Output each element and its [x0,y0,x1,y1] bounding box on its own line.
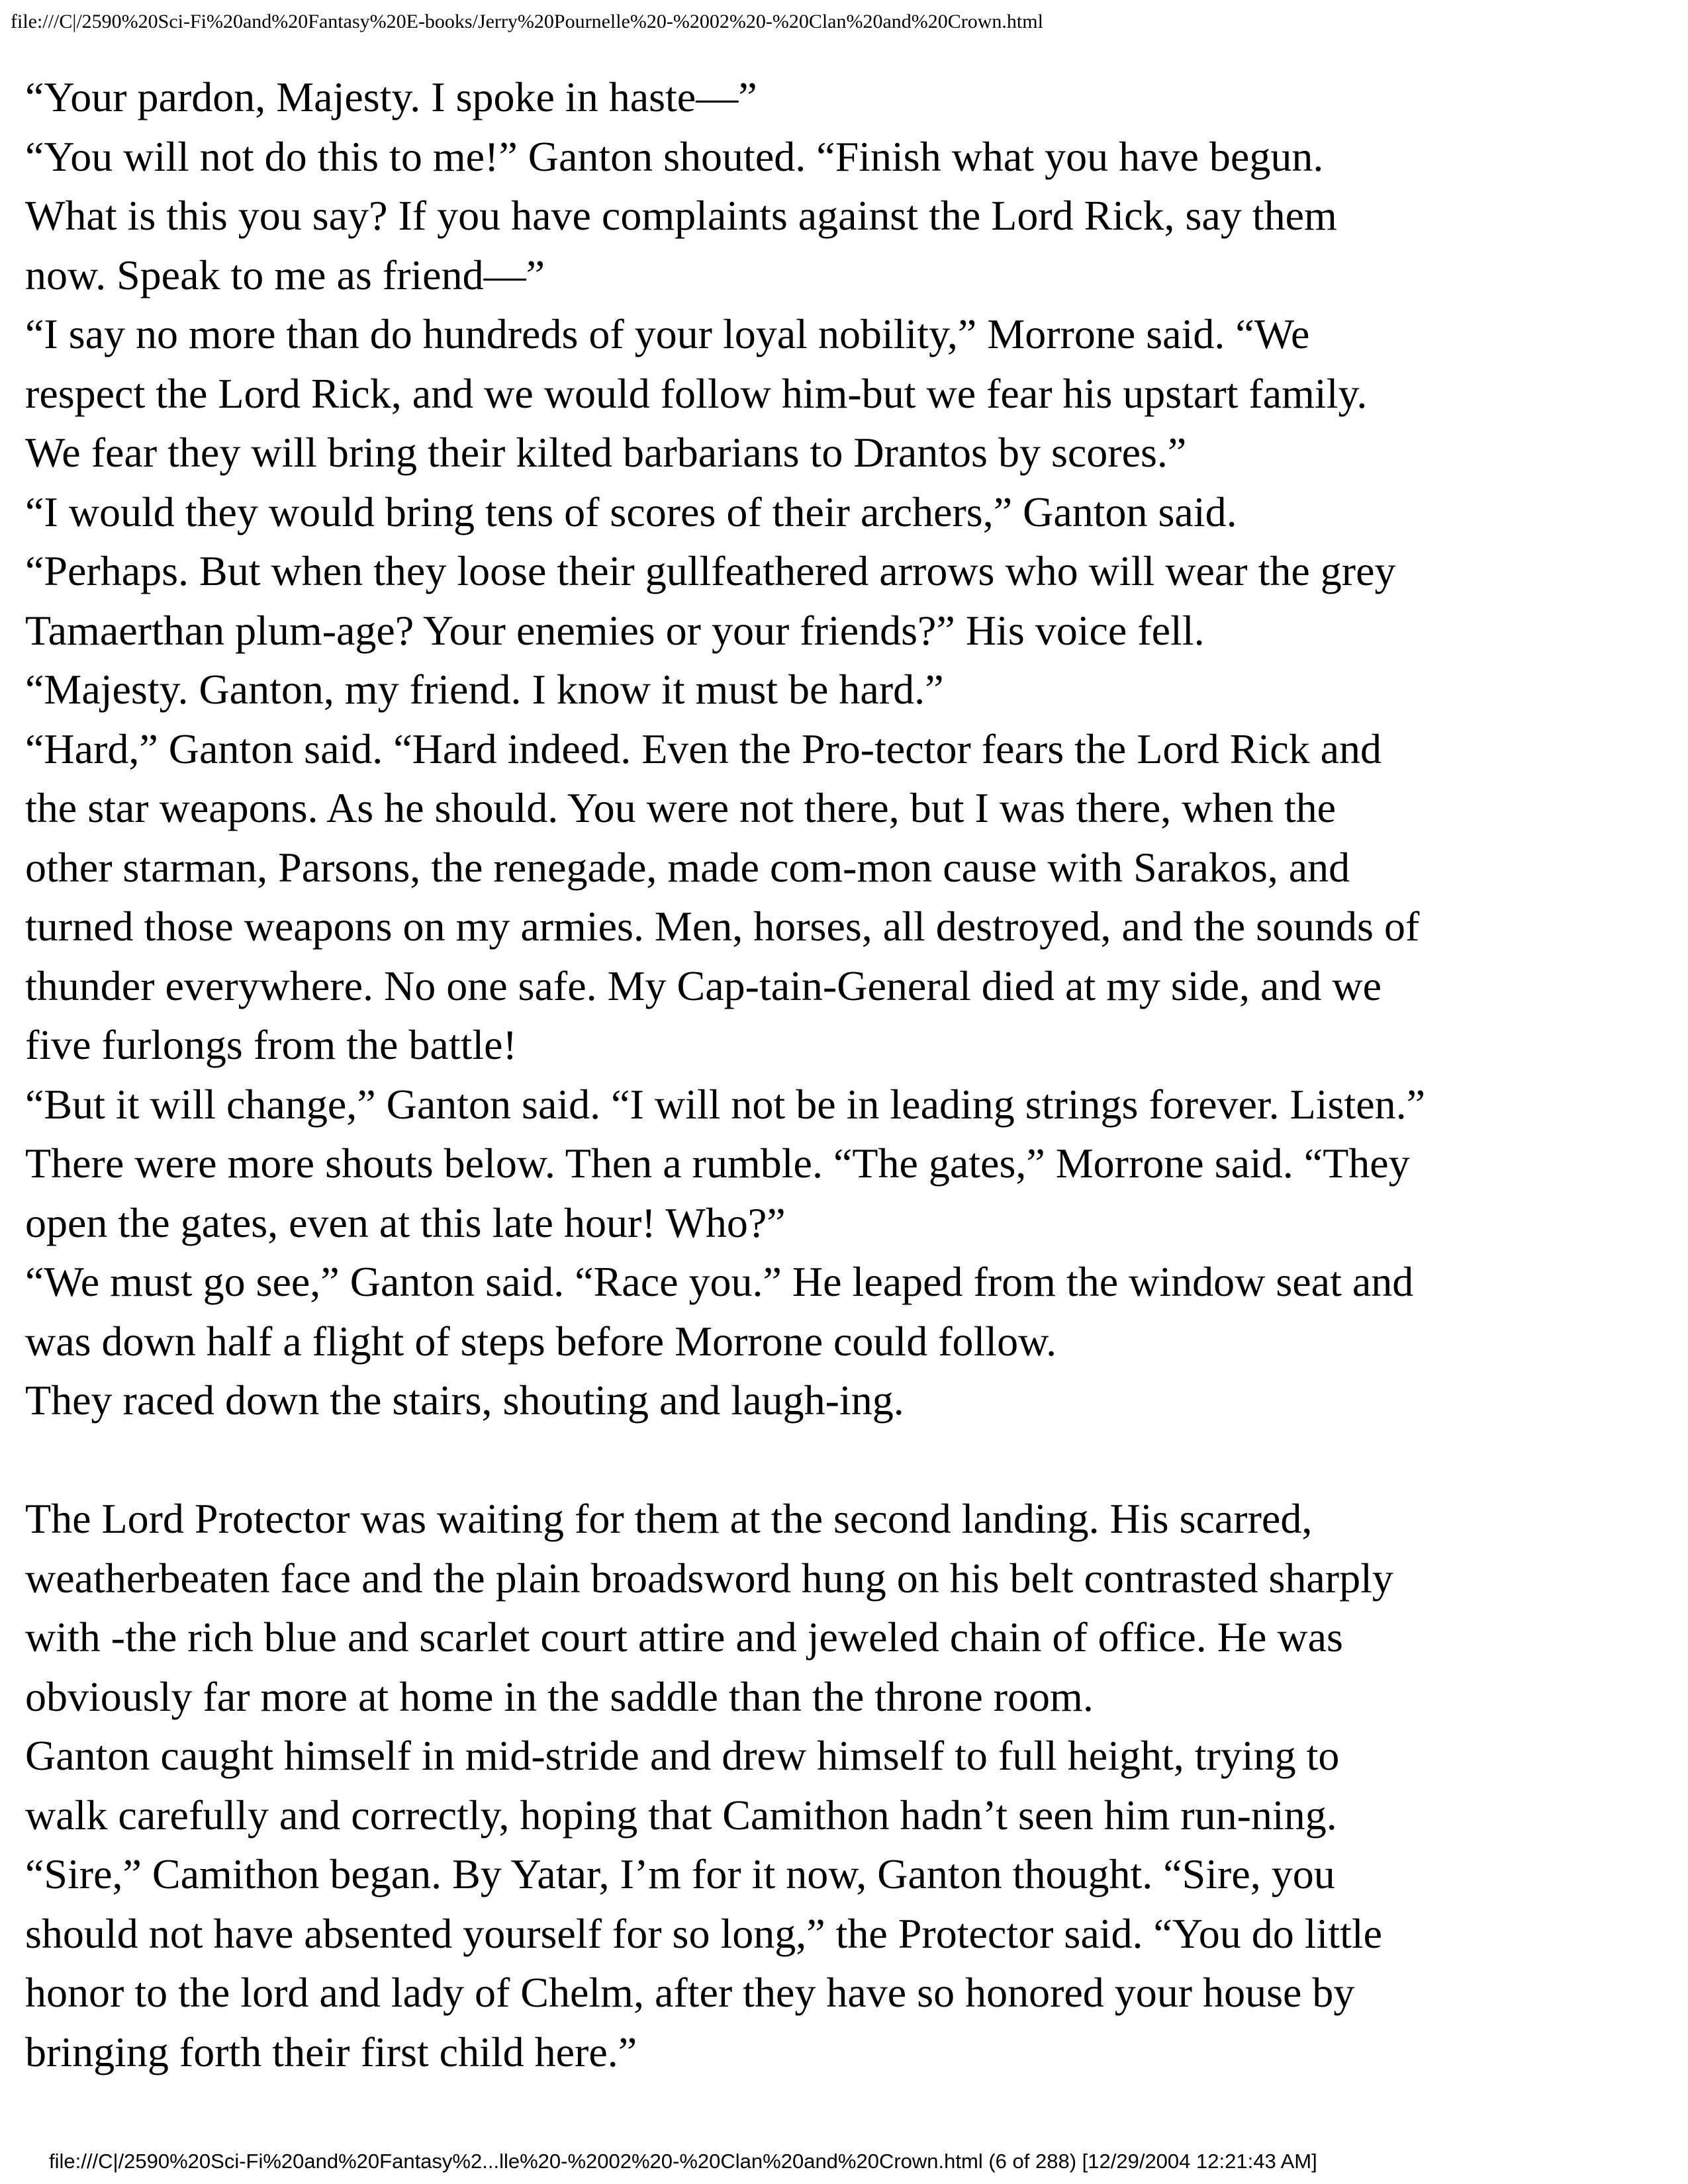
text-line: “But it will change,” Ganton said. “I will not be in leading strings forever. Listen.” [25,1080,1426,1128]
page-header-url: file:///C|/2590%20Sci-Fi%20and%20Fantasy%20E-books/Jerry%20Pournelle%20-%2002%20-%20Clan%20and%20Crown.html [11,11,1043,32]
text-line: weatherbeaten face and the plain broadsword hung on his belt contrasted sharply [25,1554,1393,1602]
text-line: open the gates, even at this late hour! Who?” [25,1199,786,1246]
text-line: “Sire,” Camithon began. By Yatar, I’m for it now, Ganton thought. “Sire, you [25,1850,1335,1897]
text-line: was down half a flight of steps before Morrone could follow. [25,1317,1057,1365]
text-line: “Perhaps. But when they loose their gullfeathered arrows who will wear the grey [25,547,1396,594]
text-line: We fear they will bring their kilted barbarians to Drantos by scores.” [25,429,1187,476]
text-line: “You will not do this to me!” Ganton shouted. “Finish what you have begun. [25,132,1324,180]
text-line: thunder everywhere. No one safe. My Cap-tain-General died at my side, and we [25,962,1382,1009]
text-line: now. Speak to me as friend—” [25,251,545,298]
text-line: Ganton caught himself in mid-stride and drew himself to full height, trying to [25,1732,1340,1779]
text-line: “I say no more than do hundreds of your loyal nobility,” Morrone said. “We [25,310,1310,357]
page-footer-url: file:///C|/2590%20Sci-Fi%20and%20Fantasy%2...lle%20-%2002%20-%20Clan%20and%20Crown.html (6 of 288) [12/29/2004 12:21:43 AM] [49,2150,1317,2173]
text-line: “I would they would bring tens of scores of their archers,” Ganton said. [25,488,1237,535]
text-line: There were more shouts below. Then a rumble. “The gates,” Morrone said. “They [25,1140,1410,1187]
text-line: other starman, Parsons, the renegade, made com-mon cause with Sarakos, and [25,843,1350,891]
text-line: with -the rich blue and scarlet court attire and jeweled chain of office. He was [25,1614,1343,1661]
text-line: “Your pardon, Majesty. I spoke in haste—” [25,73,757,120]
text-line: obviously far more at home in the saddle than the throne room. [25,1672,1094,1720]
text-line: walk carefully and correctly, hoping that Camithon hadn’t seen him run-ning. [25,1791,1337,1839]
text-line: bringing forth their first child here.” [25,2028,637,2075]
text-line: five furlongs from the battle! [25,1021,517,1068]
text-line: “Majesty. Ganton, my friend. I know it must be hard.” [25,666,944,713]
text-line: honor to the lord and lady of Chelm, after they have so honored your house by [25,1969,1355,2016]
text-line: What is this you say? If you have complaints against the Lord Rick, say them [25,192,1337,239]
text-line: should not have absented yourself for so long,” the Protector said. “You do little [25,1909,1383,1957]
text-line: the star weapons. As he should. You were not there, but I was there, when the [25,784,1336,831]
book-text [25,68,1673,2081]
text-line: “We must go see,” Ganton said. “Race you.” He leaped from the window seat and [25,1258,1414,1305]
text-line: The Lord Protector was waiting for them at the second landing. His scarred, [25,1495,1313,1542]
paragraph-break [25,1430,1673,1490]
text-line: They raced down the stairs, shouting and laugh-ing. [25,1377,904,1424]
text-line: Tamaerthan plum-age? Your enemies or your friends?” His voice fell. [25,606,1205,654]
text-line: turned those weapons on my armies. Men, horses, all destroyed, and the sounds of [25,903,1420,950]
text-line: “Hard,” Ganton said. “Hard indeed. Even the Pro-tector fears the Lord Rick and [25,725,1382,772]
text-line: respect the Lord Rick, and we would follow him-but we fear his upstart family. [25,369,1368,417]
